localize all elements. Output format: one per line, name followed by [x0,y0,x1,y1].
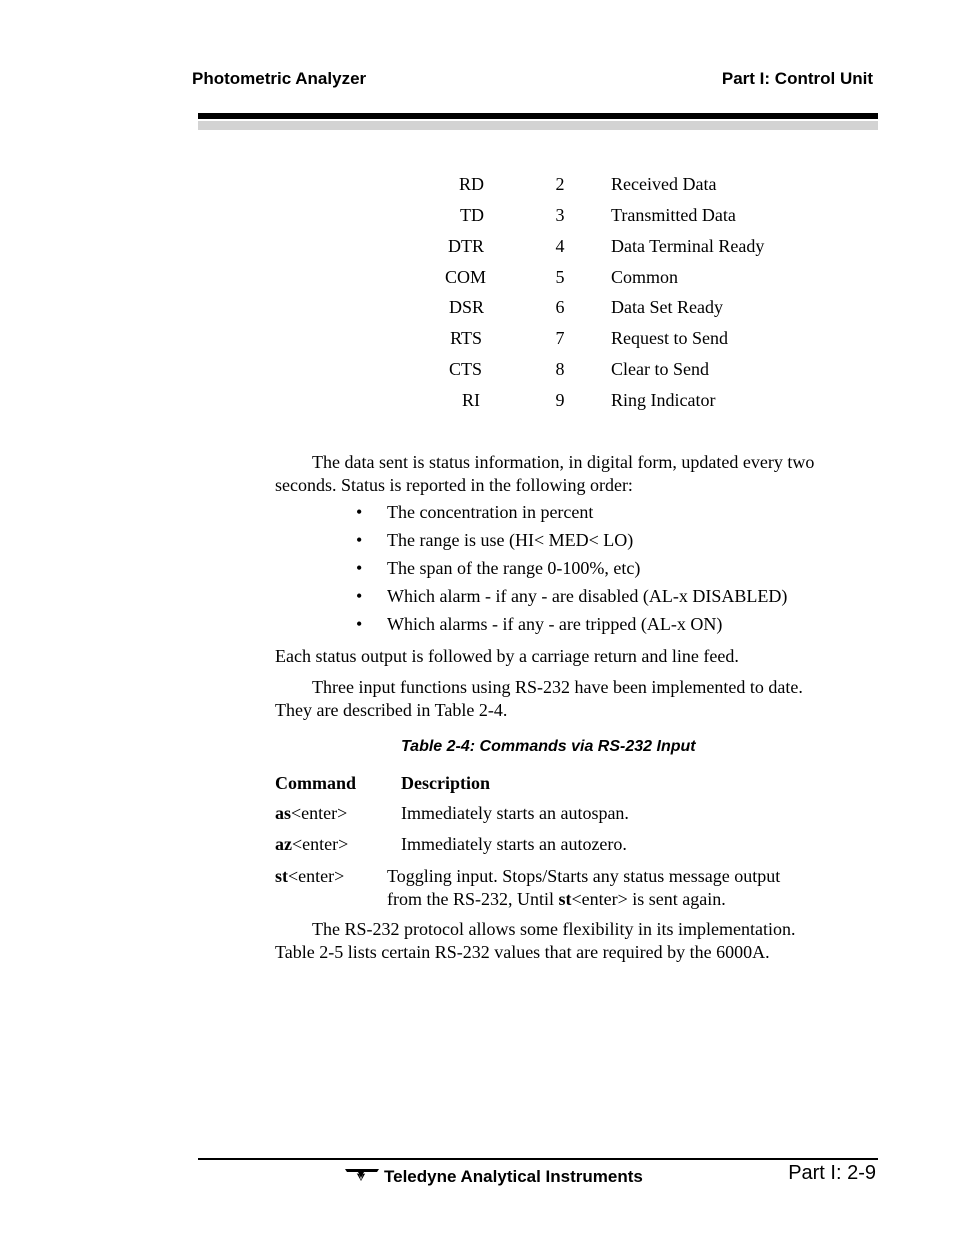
pin-description: Request to Send [611,328,728,348]
pin-row [0,174,954,198]
pin-number: 8 [555,359,565,379]
pin-description: Clear to Send [611,359,709,379]
pin-number: 9 [555,390,565,410]
status-paragraph-text [275,451,835,497]
pin-row [0,390,954,414]
pin-signal: RTS [450,328,482,348]
command-keyword: st [558,889,572,909]
pin-signal: COM [444,267,486,287]
pin-signal: DTR [448,236,484,256]
footer-rule [198,1158,878,1160]
pin-row [0,328,954,352]
description-text: from the RS-232, Until [387,889,559,909]
status-paragraph [275,451,835,497]
pin-signal: TD [460,205,484,225]
description-line: Toggling input. Stops/Starts any status message output [387,866,781,886]
pin-description: Data Set Ready [611,297,723,317]
list-item-text: The range is use (HI< MED< LO) [387,530,634,550]
pin-number: 2 [555,174,565,194]
command-cell [275,803,347,824]
pin-signal: RD [458,174,484,194]
pin-number: 5 [555,267,565,287]
input-functions-paragraph: Three input functions using RS-232 have been implemented to date. They are described in Table 2-4. [275,677,803,720]
header-rule [198,113,878,119]
protocol-paragraph: The RS-232 protocol allows some flexibility in its implementation. Table 2-5 lists certain RS-232 values that are required by the 6000A. [275,919,796,962]
description-cell: Immediately starts an autozero. [401,834,627,854]
description-cell: Immediately starts an autospan. [401,803,629,823]
para1-text: The data sent is status information, in digital form, updated every two seconds. Status is reported in the following order: [275,452,815,495]
pin-number: 4 [555,236,565,256]
bullet-marker: • [356,558,363,578]
list-item-text: Which alarms - if any - are tripped (AL-x ON) [387,614,723,634]
command-suffix: <enter> [288,866,345,886]
description-cell [387,865,780,911]
list-item-text: The concentration in percent [387,502,594,522]
command-suffix: <enter> [291,803,348,823]
column-header-description: Description [401,773,490,793]
bullet-marker: • [356,502,363,522]
command-cell [275,834,348,855]
pin-description: Received Data [611,174,717,194]
pin-description: Ring Indicator [611,390,716,410]
command-cell [275,865,344,888]
list-item-text: The span of the range 0-100%, etc) [387,558,641,578]
pin-description: Data Terminal Ready [611,236,765,256]
pin-signal: CTS [448,359,482,379]
description-line [387,888,780,911]
column-header-command: Command [275,773,357,793]
pin-row [0,359,954,383]
teledyne-logo-icon [344,1166,380,1182]
pin-row [0,267,954,291]
running-header-section: Part I: Control Unit [721,69,873,88]
bullet-marker: • [356,614,363,634]
pin-row [0,236,954,260]
bullet-marker: • [356,586,363,606]
carriage-return-paragraph: Each status output is followed by a carriage return and line feed. [275,646,739,666]
header-rule-shadow [198,121,878,130]
pin-row [0,297,954,321]
footer-company: Teledyne Analytical Instruments [384,1167,643,1186]
bullet-marker: • [356,530,363,550]
command-suffix: <enter> [292,834,349,854]
command-keyword: az [275,834,292,854]
command-keyword: as [275,803,292,823]
page-number: Part I: 2-9 [788,1162,876,1184]
pin-number: 7 [555,328,565,348]
running-header-title: Photometric Analyzer [192,69,367,88]
command-keyword: st [275,866,288,886]
pin-number: 3 [555,205,565,225]
pin-number: 6 [555,297,565,317]
pin-signal: RI [462,390,480,410]
pin-description: Transmitted Data [611,205,736,225]
pin-signal: DSR [448,297,484,317]
pin-row [0,205,954,229]
pin-description: Common [611,267,679,287]
description-text: <enter> is sent again. [571,889,726,909]
table-caption: Table 2-4: Commands via RS-232 Input [401,738,696,755]
list-item-text: Which alarm - if any - are disabled (AL-x DISABLED) [387,586,788,606]
